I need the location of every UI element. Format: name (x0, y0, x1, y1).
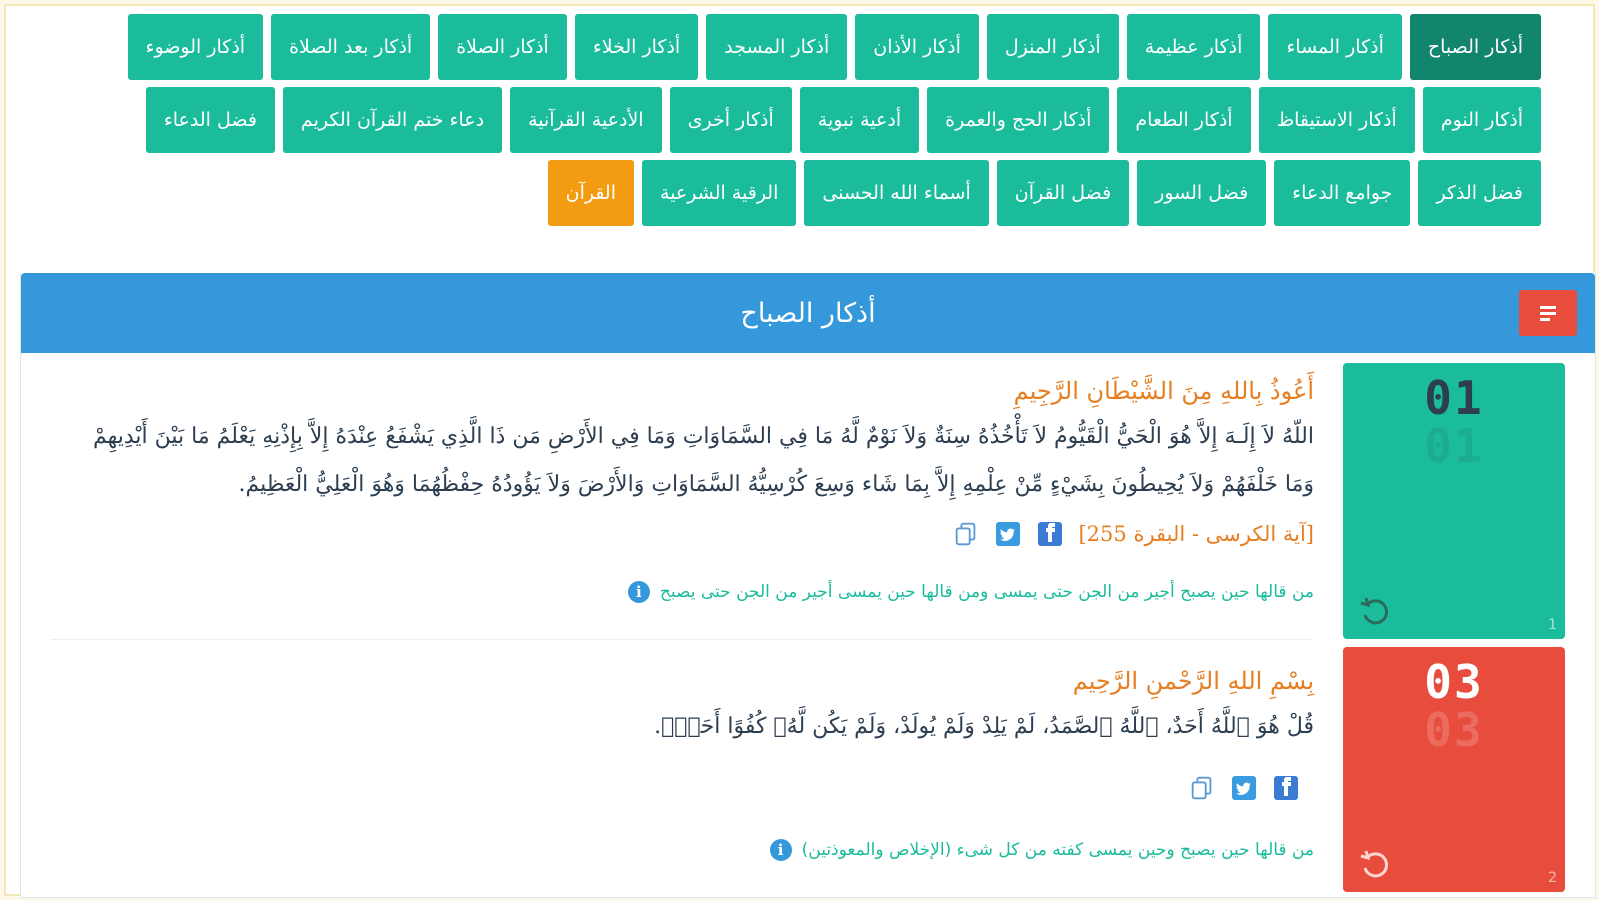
category-nav (6, 14, 1577, 233)
nav-row-1 (6, 14, 1541, 80)
nav-button[interactable]: أسماء الله الحسنى (804, 160, 988, 226)
nav-button[interactable]: أدعية نبوية (800, 87, 919, 153)
reset-icon[interactable] (1357, 593, 1395, 631)
panel-header (21, 273, 1595, 353)
zikr-virtue (61, 581, 1314, 603)
nav-button[interactable]: أذكار المسجد (706, 14, 847, 80)
close-panel-button[interactable] (1519, 290, 1577, 336)
nav-button[interactable]: أذكار الصلاة (438, 14, 567, 80)
zikr-item (21, 643, 1595, 898)
nav-button[interactable]: أذكار الطعام (1117, 87, 1250, 153)
nav-button[interactable]: أذكار الصباح (1410, 14, 1541, 80)
nav-button[interactable]: أذكار أخرى (670, 87, 792, 153)
nav-button[interactable]: القرآن (548, 160, 634, 226)
nav-button[interactable]: فضل الذكر (1418, 160, 1541, 226)
nav-button[interactable]: أذكار المنزل (987, 14, 1119, 80)
nav-button[interactable]: أذكار الحج والعمرة (927, 87, 1109, 153)
zikr-counter[interactable] (1343, 647, 1565, 892)
nav-button[interactable]: أذكار الاستيقاظ (1259, 87, 1415, 153)
zikr-source: [آية الكرسى - البقرة 255] (1078, 522, 1314, 546)
zikr-virtue (61, 839, 1314, 861)
zikr-meta (61, 765, 1314, 811)
counter-index: 1 (1548, 617, 1557, 633)
counter-index: 2 (1548, 870, 1557, 886)
info-icon[interactable]: i (628, 581, 650, 603)
app-frame (4, 4, 1595, 896)
zikr-meta (61, 511, 1314, 557)
facebook-icon[interactable] (1036, 520, 1064, 548)
zikr-virtue-text: من قالها حين يصبح أجير من الجن حتى يمسى ومن قالها حين يمسى أجير من الجن حتى يصبح (659, 582, 1314, 602)
zikr-divider (51, 639, 1313, 640)
nav-button[interactable]: فضل السور (1137, 160, 1266, 226)
zikr-counter[interactable] (1343, 363, 1565, 639)
twitter-icon[interactable] (994, 520, 1022, 548)
reset-icon[interactable] (1357, 846, 1395, 884)
zikr-text: قُلْ هُوَ ٱللَّهُ أَحَدٌ، ٱللَّهُ ٱلصَّمَدُ، لَمْ يَلِدْ وَلَمْ يُولَدْ، وَلَمْ يَكُن لَّهُۥ كُفُوًا أَحَدٌۢ. (654, 714, 1314, 739)
counter-value: 03 (1424, 655, 1484, 709)
nav-button[interactable]: فضل الدعاء (146, 87, 275, 153)
nav-button[interactable]: أذكار بعد الصلاة (271, 14, 430, 80)
zikr-content (61, 659, 1314, 811)
nav-button[interactable]: الرقية الشرعية (642, 160, 796, 226)
nav-button[interactable]: دعاء ختم القرآن الكريم (283, 87, 502, 153)
zikr-virtue-text: من قالها حين يصبح وحين يمسى كفته من كل شىء (الإخلاص والمعوذتين) (801, 840, 1314, 860)
nav-row-2 (6, 87, 1541, 153)
nav-button[interactable]: جوامع الدعاء (1274, 160, 1410, 226)
zikr-opening: أَعُوذُ بِاللهِ مِنَ الشَّيْطَانِ الرَّجِيمِ (1013, 377, 1314, 405)
facebook-icon[interactable] (1272, 774, 1300, 802)
counter-shadow: 03 (1424, 703, 1484, 757)
nav-button[interactable]: أذكار الخلاء (575, 14, 698, 80)
nav-row-3 (6, 160, 1541, 226)
nav-button[interactable]: أذكار الأذان (855, 14, 979, 80)
counter-shadow: 01 (1424, 419, 1484, 473)
nav-button[interactable]: أذكار النوم (1423, 87, 1541, 153)
counter-value: 01 (1424, 371, 1484, 425)
nav-button[interactable]: أذكار المساء (1268, 14, 1402, 80)
zikr-opening: بِسْمِ اللهِ الرَّحْمنِ الرَّحِيم (1072, 667, 1314, 695)
twitter-icon[interactable] (1230, 774, 1258, 802)
zikr-content (61, 369, 1314, 557)
copy-icon[interactable] (952, 520, 980, 548)
nav-button[interactable]: الأدعية القرآنية (510, 87, 662, 153)
nav-button[interactable]: فضل القرآن (997, 160, 1129, 226)
nav-button[interactable]: أذكار عظيمة (1127, 14, 1261, 80)
azkar-panel (20, 273, 1596, 898)
nav-button[interactable]: أذكار الوضوء (128, 14, 264, 80)
list-close-icon (1538, 304, 1558, 322)
panel-title: أذكار الصباح (740, 297, 876, 329)
info-icon[interactable]: i (770, 839, 792, 861)
copy-icon[interactable] (1188, 774, 1216, 802)
zikr-text: اللّهُ لاَ إِلَـهَ إِلاَّ هُوَ الْحَيُّ الْقَيُّومُ لاَ تَأْخُذُهُ سِنَةٌ وَلاَ نَوْمٌ لَّهُ مَا فِي السَّمَاوَاتِ وَمَا فِي الأَرْضِ مَن ذَا الَّذِي يَشْفَعُ عِنْدَهُ إِلاَّ بِإِذْنِهِ يَعْلَمُ مَا بَيْنَ أَيْدِيهِمْ وَمَا خَلْفَهُمْ وَلاَ يُحِيطُونَ بِشَيْءٍ مِّنْ عِلْمِهِ إِلاَّ بِمَا شَاء وَسِعَ كُرْسِيُّهُ السَّمَاوَاتِ وَالأَرْضَ وَلاَ يَؤُودُهُ حِفْظُهُمَا وَهُوَ الْعَلِيُّ الْعَظِيمُ. (92, 424, 1314, 497)
zikr-item (21, 353, 1595, 643)
